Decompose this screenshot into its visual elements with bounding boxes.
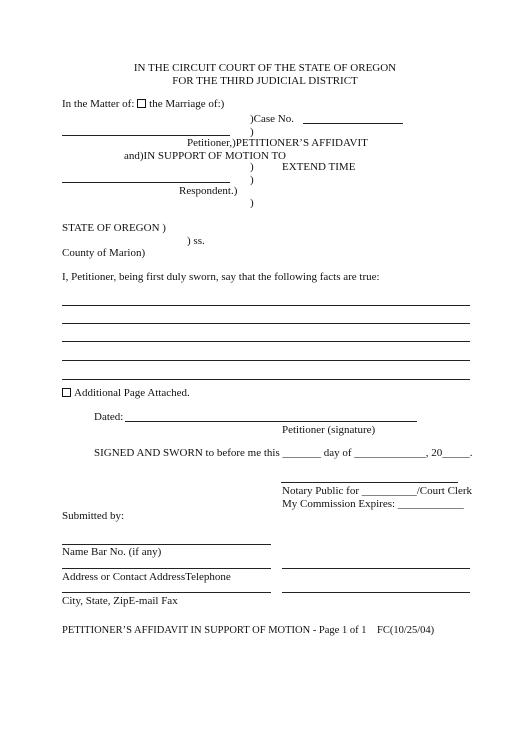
marriage-of-label: the Marriage of:) [149,98,225,110]
and-in-support-label: and)IN SUPPORT OF MOTION TO [124,150,286,162]
commission-expires-label: My Commission Expires: ____________ [282,498,464,510]
court-heading: IN THE CIRCUIT COURT OF THE STATE OF OREGON [133,62,397,74]
paren-4: ) [250,197,254,209]
city-label: City, State, ZipE-mail Fax [62,595,178,607]
venue-state: STATE OF OREGON ) [62,222,166,234]
city-field[interactable] [62,592,271,593]
facts-line[interactable] [62,379,470,380]
petitioner-label: Petitioner,)PETITIONER’S AFFIDAVIT [187,137,368,149]
facts-line[interactable] [62,360,470,361]
notary-signature-field[interactable] [281,482,458,483]
petitioner-name-field[interactable] [62,135,230,136]
signed-sworn-line: SIGNED AND SWORN to before me this _______ day of _____________, 20_____. [94,447,473,459]
case-no-field[interactable] [303,123,403,124]
matter-prefix: In the Matter of: [62,98,135,110]
respondent-name-field[interactable] [62,182,230,183]
name-bar-field[interactable] [62,544,271,545]
paren-2: ) [250,161,254,173]
facts-line[interactable] [62,323,470,324]
petitioner-signature-label: Petitioner (signature) [282,424,376,436]
district-heading: FOR THE THIRD JUDICIAL DISTRICT [172,75,358,87]
address-label: Address or Contact AddressTelephone [62,571,231,583]
additional-page-row [62,387,190,399]
respondent-label: Respondent.) [179,185,238,197]
additional-page-label: Additional Page Attached. [74,387,190,399]
venue-ss: ) ss. [187,235,205,247]
matter-line [62,98,224,110]
facts-line[interactable] [62,305,470,306]
signature-field[interactable] [125,421,417,422]
dated-label: Dated: [94,411,124,423]
extend-time-label: EXTEND TIME [282,161,356,173]
additional-page-checkbox[interactable] [62,388,71,397]
footer-form-code: FC(10/25/04) [377,625,435,636]
footer-title: PETITIONER’S AFFIDAVIT IN SUPPORT OF MOTION - Page 1 of 1 [62,625,367,636]
facts-line[interactable] [62,341,470,342]
name-bar-label: Name Bar No. (if any) [62,546,162,558]
telephone-field[interactable] [282,568,470,569]
notary-public-label: Notary Public for __________/Court Clerk [282,485,473,497]
paren-3: ) [250,174,254,186]
venue-county: County of Marion) [62,247,146,259]
affidavit-intro: I, Petitioner, being first duly sworn, say that the following facts are true: [62,271,380,283]
email-fax-field[interactable] [282,592,470,593]
address-field[interactable] [62,568,271,569]
paren-1: ) [250,126,254,138]
marriage-checkbox[interactable] [137,99,146,108]
case-no-label: )Case No. [250,113,294,125]
submitted-by-label: Submitted by: [62,510,125,522]
